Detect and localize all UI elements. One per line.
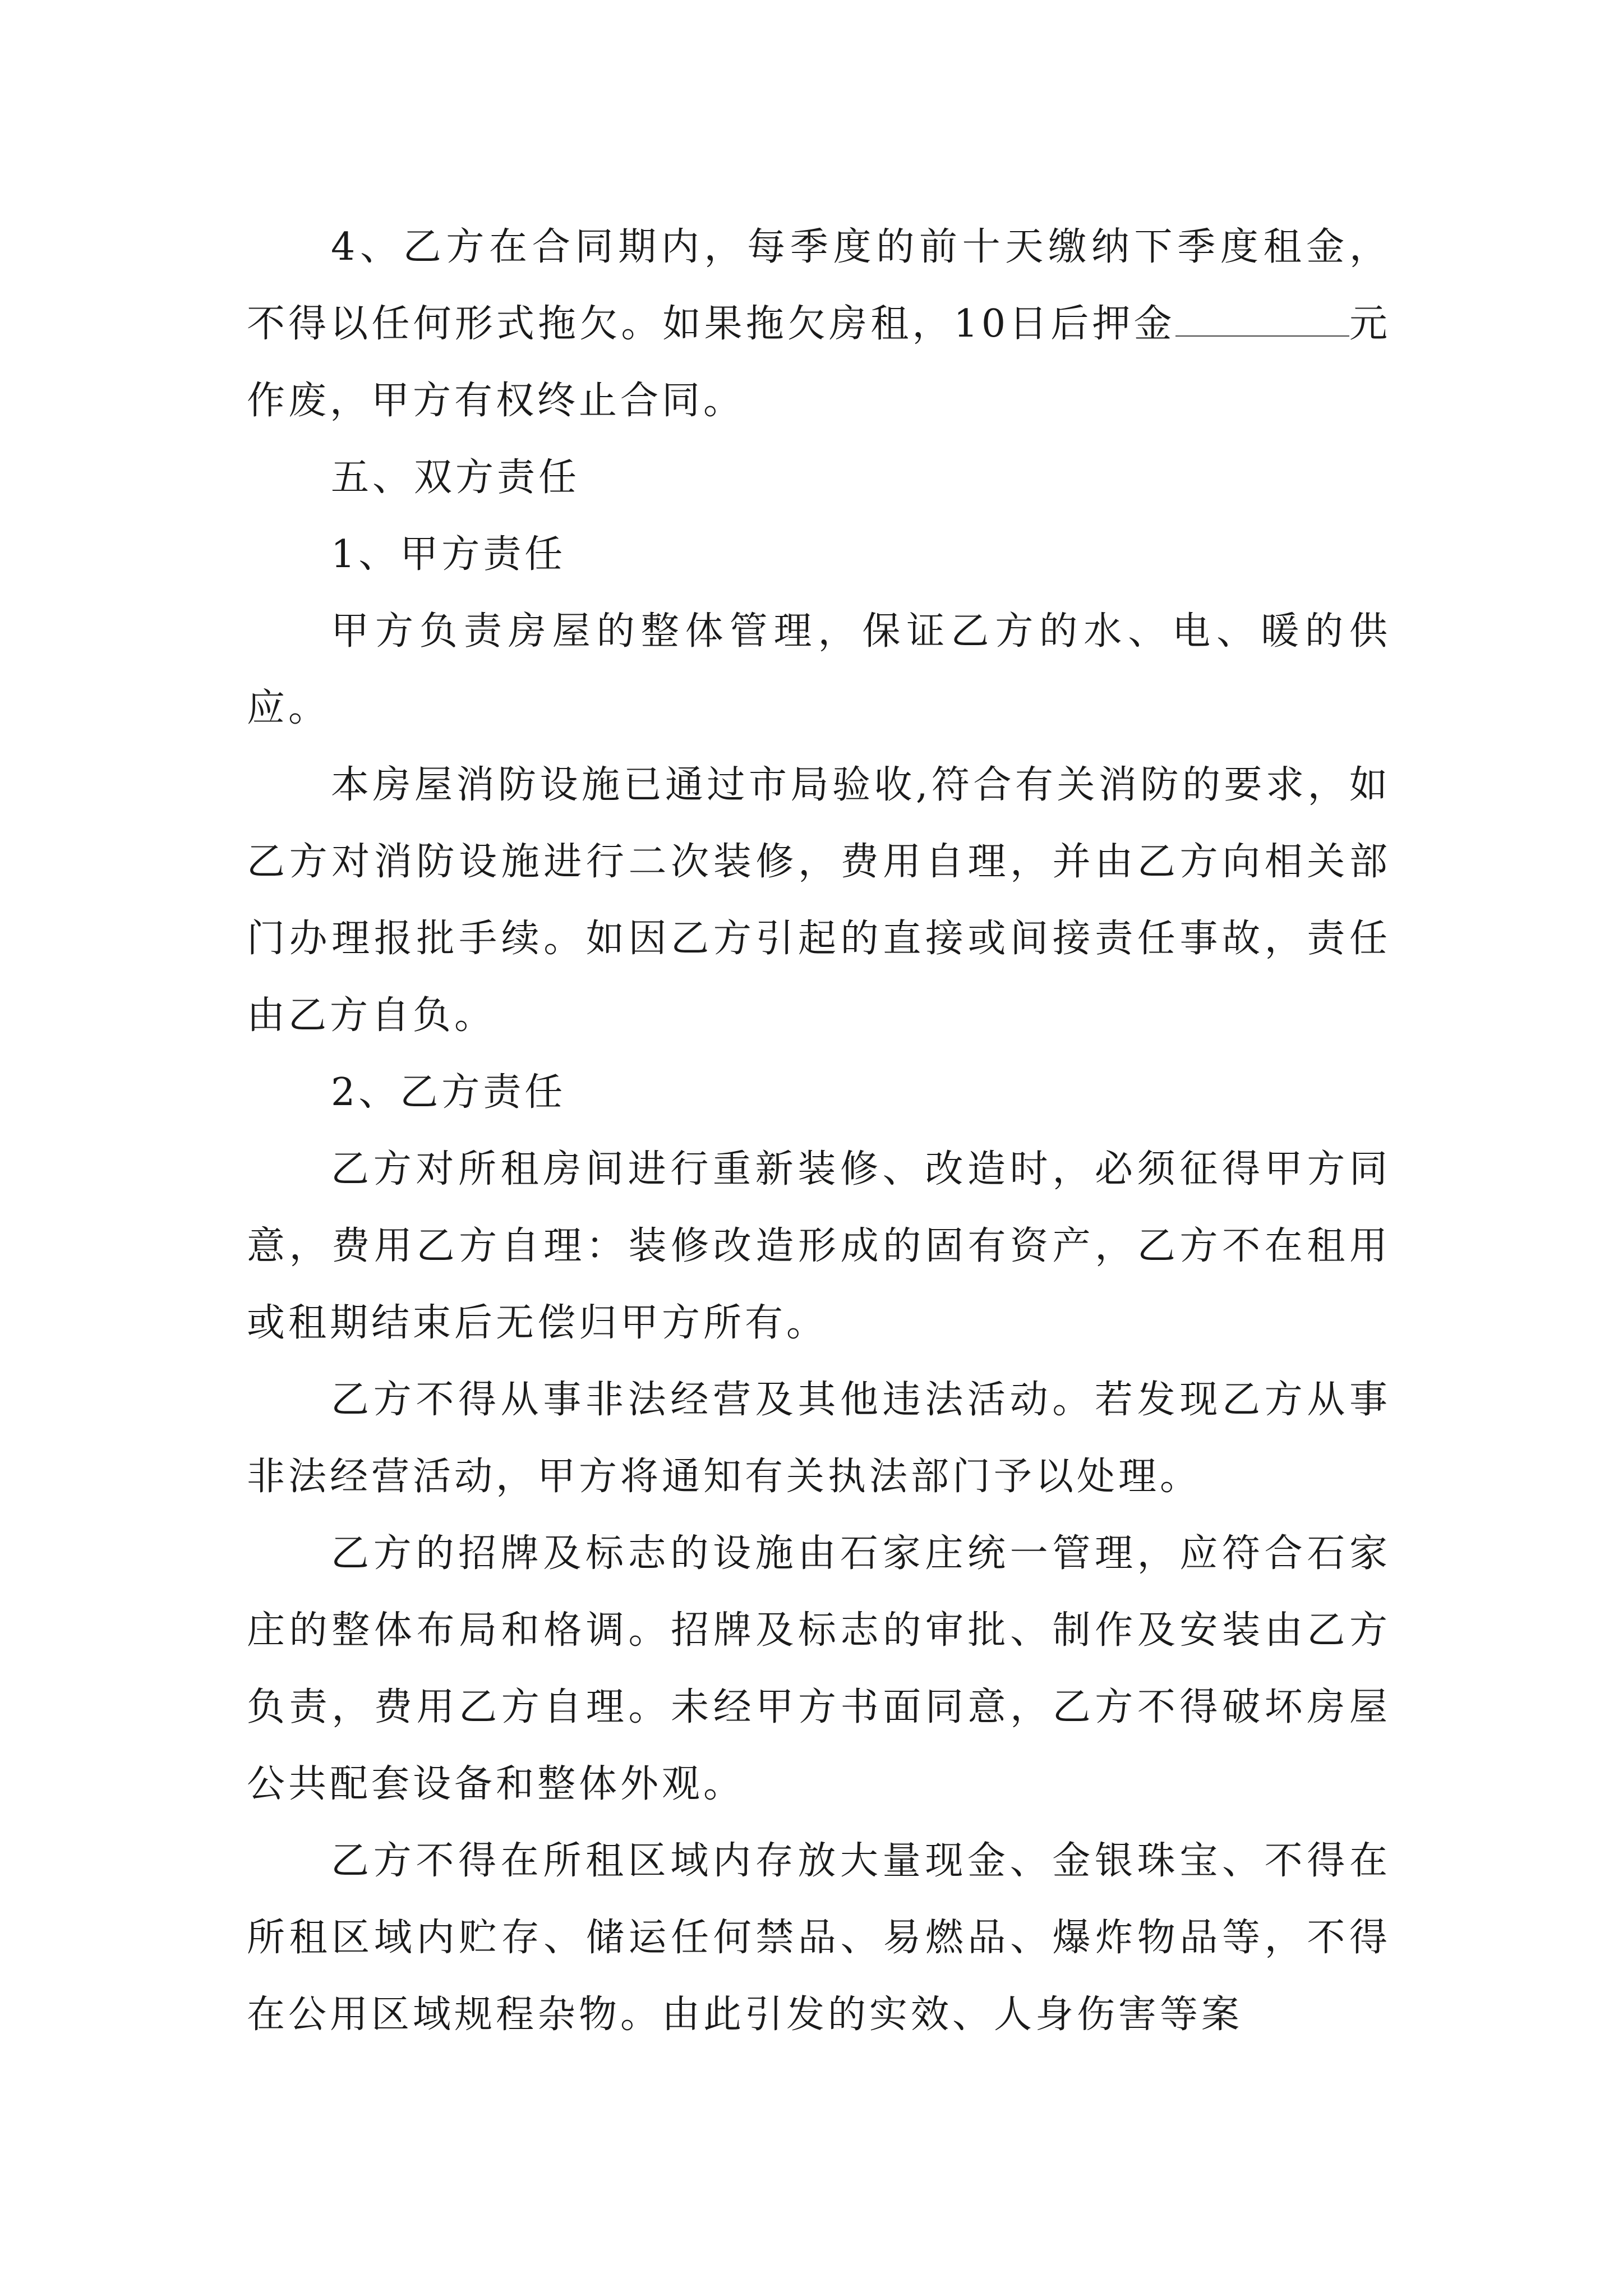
section-heading-responsibilities: 五、双方责任 — [331, 455, 580, 500]
paragraph-signage: 乙方的招牌及标志的设施由石家庄统一管理，应符合石家庄的整体布局和格调。招牌及标志的审批、制作及安装由乙方负责，费用乙方自理。未经甲方书面同意，乙方不得破坏房屋公共配套设备和整体外观。 — [247, 1531, 1391, 1806]
paragraph-rent-payment — [247, 209, 1391, 439]
document-body — [247, 209, 1391, 2053]
paragraph-party-a-management: 甲方负责房屋的整体管理，保证乙方的水、电、暖的供应。 — [247, 609, 1391, 730]
paragraph-renovation: 乙方对所租房间进行重新装修、改造时，必须征得甲方同意，费用乙方自理：装修改造形成的固有资产，乙方不在租用或租期结束后无偿归甲方所有。 — [247, 1147, 1391, 1345]
rent-payment-text-after: 元作废，甲方有权终止合同。 — [247, 302, 1391, 423]
subheading-party-a: 1、甲方责任 — [331, 532, 566, 577]
paragraph-prohibited-items: 乙方不得在所租区域内存放大量现金、金银珠宝、不得在所租区域内贮存、储运任何禁品、易燃品、爆炸物品等，不得在公用区域规程杂物。由此引发的实效、人身伤害等案 — [247, 1839, 1391, 2037]
rent-payment-text-before: 4、乙方在合同期内，每季度的前十天缴纳下季度租金，不得以任何形式拖欠。如果拖欠房租，10日后押金 — [247, 225, 1391, 346]
subheading-party-b: 2、乙方责任 — [331, 1070, 566, 1115]
deposit-amount-blank — [1175, 302, 1349, 337]
paragraph-fire-safety: 本房屋消防设施已通过市局验收,符合有关消防的要求，如乙方对消防设施进行二次装修，费用自理，并由乙方向相关部门办理报批手续。如因乙方引起的直接或间接责任事故，责任由乙方自负。 — [247, 763, 1391, 1038]
paragraph-illegal-activity: 乙方不得从事非法经营及其他违法活动。若发现乙方从事非法经营活动，甲方将通知有关执法部门予以处理。 — [247, 1378, 1391, 1499]
